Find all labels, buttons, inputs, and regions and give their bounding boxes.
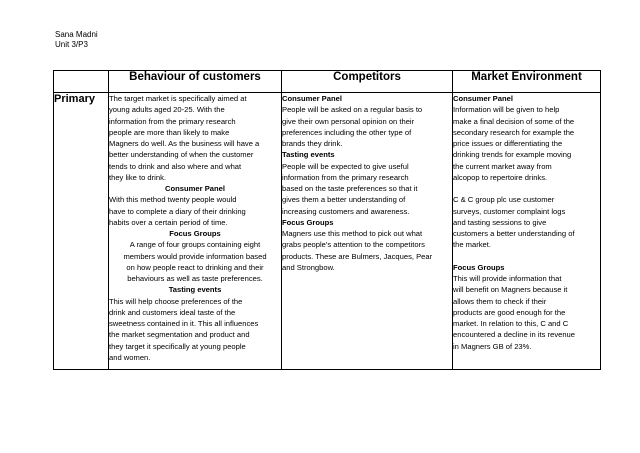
behaviour-panel-heading: Consumer Panel (165, 184, 225, 193)
competitors-tasting-text: People will be expected to give useful information from the primary research based on the taste preferences so that it gives them a better understanding of increasing customers and awareness. (282, 161, 418, 216)
header-cell-empty (54, 71, 109, 93)
behaviour-focus-heading: Focus Groups (169, 229, 221, 238)
competitors-focus-text: Magners use this method to pick out what grabs people's attention to the competitors products. These are Bulmers, Jacques, Pear and Strongbow. (282, 229, 433, 272)
market-panel-heading: Consumer Panel (453, 94, 513, 103)
behaviour-focus-text: A range of four groups containing eight members would provide information based on how people react to drinking and their behaviours as well as taste preferences. (123, 240, 267, 283)
header-market-environment: Market Environment (453, 71, 601, 93)
market-panel-text: Information will be given to help make a final decision of some of the secondary research for example the price issues or differentiating the drinking trends for example moving the current market away from alcopop to repertoire drinks. (453, 105, 575, 182)
row-label-primary: Primary (54, 93, 109, 370)
market-cell (453, 93, 601, 370)
competitors-tasting-heading: Tasting events (282, 150, 335, 160)
competitors-panel-heading: Consumer Panel (282, 94, 342, 103)
paragraph-gap (453, 183, 600, 194)
research-table (53, 70, 601, 370)
paragraph-gap (453, 251, 600, 262)
unit-label: Unit 3/P3 (55, 40, 88, 49)
competitors-cell (282, 93, 453, 370)
behaviour-cell (109, 93, 282, 370)
table-row-primary (54, 93, 601, 370)
table-header-row (54, 71, 601, 93)
author-name: Sana Madni (55, 30, 98, 39)
behaviour-panel-text: With this method twenty people would have to complete a diary of their drinking habits over a certain period of time. (109, 195, 246, 227)
behaviour-tasting-text: This will help choose preferences of the drink and customers ideal taste of the sweetness contained in it. This all influences the market segmentation and product and they target it specifically at young people and women. (109, 296, 259, 362)
document-header (55, 30, 98, 50)
header-behaviour-of-customers: Behaviour of customers (109, 71, 282, 93)
behaviour-tasting-heading: Tasting events (168, 285, 222, 295)
market-focus-text: This will provide information that will benefit on Magners because it allows them to check if their products are good enough for the market. In relation to this, C and C encountered a decline in its revenue in Magners GB of 23%. (453, 274, 576, 351)
behaviour-intro: The target market is specifically aimed at young adults aged 20-25. With the information from the primary research people are more than likely to make Magners do well. As the business will have a better understanding of when the customer tends to drink and also where and what they like to drink. (109, 94, 260, 182)
header-competitors: Competitors (282, 71, 453, 93)
market-cc-text: C & C group plc use customer surveys, customer complaint logs and tasting sessions to give customers a better understanding of the market. (453, 195, 575, 250)
competitors-focus-heading: Focus Groups (282, 217, 334, 227)
market-focus-heading: Focus Groups (453, 262, 505, 272)
competitors-panel-text: People will be asked on a regular basis to give their own personal opinion on their preferences including the other type of brands they drink. (282, 105, 423, 148)
